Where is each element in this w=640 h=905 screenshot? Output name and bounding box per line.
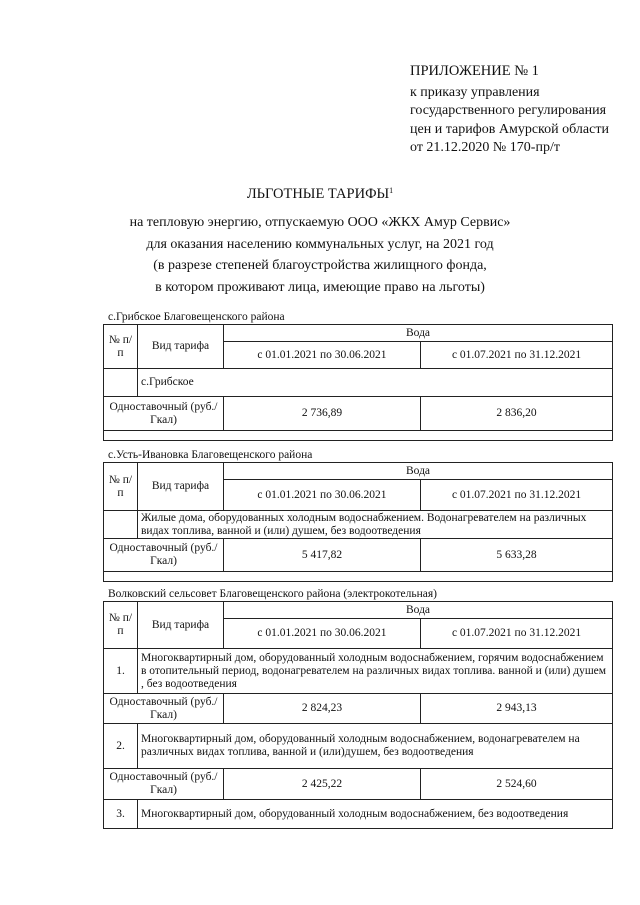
document-title [0,186,640,203]
value-period-1: 2 425,22 [224,769,421,800]
appendix-block [410,62,609,158]
tariff-table-volkovsky [103,601,613,829]
tariff-label: Одноставочный (руб./Гкал) [104,769,224,800]
header-period-1: с 01.01.2021 по 30.06.2021 [224,619,421,649]
header-period-1: с 01.01.2021 по 30.06.2021 [224,480,421,511]
value-period-2: 2 943,13 [421,694,613,724]
row-description: Жилые дома, оборудованных холодным водоснабжением. Водонагревателем на различных видах топлива, ванной и (или) душем, без водоотведения [138,511,613,539]
title-text: ЛЬГОТНЫЕ ТАРИФЫ [246,186,390,202]
header-tariff-type: Вид тарифа [138,325,224,369]
appendix-line: от 21.12.2020 № 170-пр/т [410,140,560,155]
tariff-label: Одноставочный (руб./Гкал) [104,694,224,724]
row-description: Многоквартирный дом, оборудованный холодным водоснабжением, без водоотведения [138,800,613,829]
section-caption: с.Усть-Ивановка Благовещенского района [108,449,313,461]
row-description: с.Грибское [138,369,613,397]
row-num: 2. [104,724,138,769]
header-period-1: с 01.01.2021 по 30.06.2021 [224,342,421,369]
row-num: 1. [104,649,138,694]
value-period-1: 2 824,23 [224,694,421,724]
value-period-2: 5 633,28 [421,539,613,572]
subtitle-line: (в разрезе степеней благоустройства жилищного фонда, [153,258,487,273]
header-num: № п/п [104,463,138,511]
appendix-line: к приказу управления [410,84,540,100]
spacer-row [104,572,613,582]
document-subtitle [0,212,640,298]
row-num [104,369,138,397]
section-caption: Волковский сельсовет Благовещенского района (электрокотельная) [108,588,438,600]
value-period-1: 5 417,82 [224,539,421,572]
tariff-label: Одноставочный (руб./Гкал) [104,397,224,431]
tariff-label: Одноставочный (руб./Гкал) [104,539,224,572]
header-period-2: с 01.07.2021 по 31.12.2021 [421,342,613,369]
subtitle-line: для оказания населению коммунальных услуг, на 2021 год [146,236,494,252]
header-num: № п/п [104,602,138,649]
row-num: 3. [104,800,138,829]
header-water: Вода [224,602,613,619]
value-period-1: 2 736,89 [224,397,421,431]
appendix-line: государственного регулирования [410,103,607,118]
header-water: Вода [224,325,613,342]
value-period-2: 2 836,20 [421,397,613,431]
section-caption: с.Грибское Благовещенского района [108,311,285,323]
subtitle-line: в котором проживают лица, имеющие право на льготы) [155,279,485,295]
tariff-table-ust-ivanovka [103,462,613,582]
title-footnote-mark: 1 [389,186,394,195]
appendix-line: цен и тарифов Амурской области [410,121,609,137]
row-num [104,511,138,539]
header-tariff-type: Вид тарифа [138,463,224,511]
value-period-2: 2 524,60 [421,769,613,800]
header-tariff-type: Вид тарифа [138,602,224,649]
header-num: № п/п [104,325,138,369]
header-period-2: с 01.07.2021 по 31.12.2021 [421,480,613,511]
subtitle-line: на тепловую энергию, отпускаемую ООО «ЖКХ Амур Сервис» [129,215,511,230]
appendix-title: ПРИЛОЖЕНИЕ № 1 [410,63,539,79]
row-description: Многоквартирный дом, оборудованный холодным водоснабжением, водонагревателем на различных видах топлива, ванной и (или)душем, без водоотведения [138,724,613,769]
tariff-table-gribskoe [103,324,613,441]
header-period-2: с 01.07.2021 по 31.12.2021 [421,619,613,649]
header-water: Вода [224,463,613,480]
spacer-row [104,431,613,441]
row-description: Многоквартирный дом, оборудованный холодным водоснабжением, горячим водоснабжением в отопительный период, водонагревателем на различных видах топлива. ванной и (или) душем , без водоотведения [138,649,613,694]
